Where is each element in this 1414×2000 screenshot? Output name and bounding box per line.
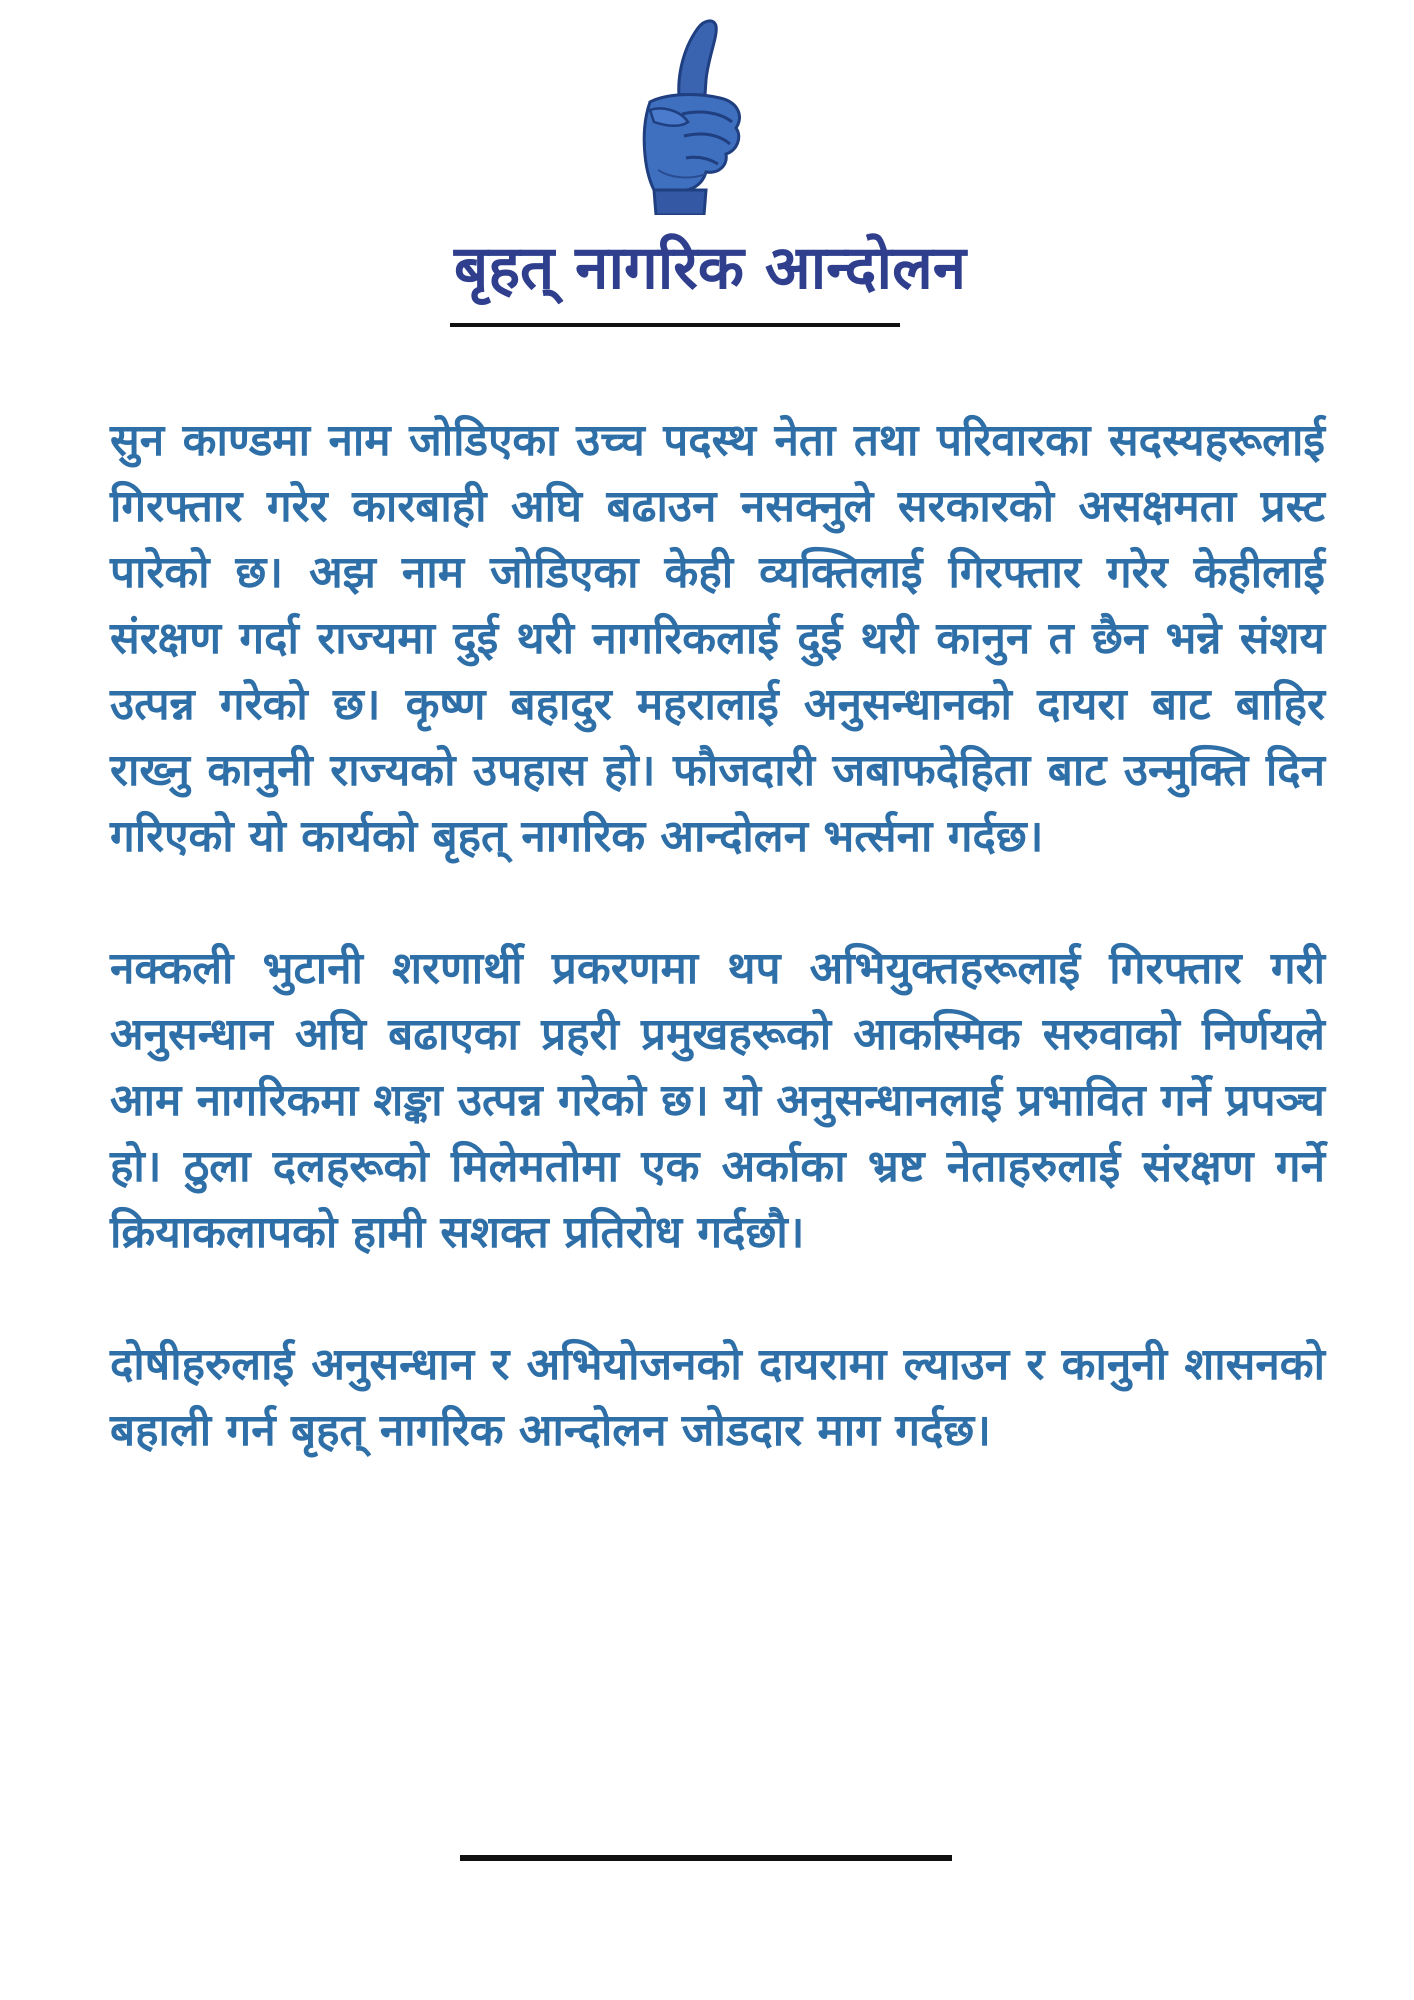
statement-paragraph-1: सुन काण्डमा नाम जोडिएका उच्च पदस्थ नेता तथा परिवारका सदस्यहरूलाई गिरफ्तार गरेर कारबाही अघि बढाउन नसक्नुले सरकारको असक्षमता प्रस्ट पारेको छ। अझ नाम जोडिएका केही व्यक्तिलाई गिरफ्तार गरेर केहीलाई संरक्षण गर्दा राज्यमा दुई थरी नागरिकलाई दुई थरी कानुन त छैन भन्ने संशय उत्पन्न गरेको छ। कृष्ण बहादुर महरालाई अनुसन्धानको दायरा बाट बाहिर राख्नु कानुनी राज्यको उपहास हो। फौजदारी जबाफदेहिता बाट उन्मुक्ति दिन गरिएको यो कार्यको बृहत् नागरिक आन्दोलन भर्त्सना गर्दछ। (110, 415, 1325, 862)
statement-paragraph-2: नक्कली भुटानी शरणार्थी प्रकरणमा थप अभियुक्तहरूलाई गिरफ्तार गरी अनुसन्धान अघि बढाएका प्रहरी प्रमुखहरूको आकस्मिक सरुवाको निर्णयले आम नागरिकमा शङ्का उत्पन्न गरेको छ। यो अनुसन्धानलाई प्रभावित गर्ने प्रपञ्च हो। ठुला दलहरूको मिलेमतोमा एक अर्काका भ्रष्ट नेताहरुलाई संरक्षण गर्ने क्रियाकलापको हामी सशक्त प्रतिरोध गर्दछौ। (110, 943, 1325, 1258)
title-underline-divider (450, 323, 900, 327)
organization-title: बृहत् नागरिक आन्दोलन (453, 233, 967, 303)
statement-body (110, 408, 1325, 1530)
bottom-divider (460, 1855, 952, 1861)
raised-index-finger-hand-icon (610, 10, 755, 215)
statement-paragraph-3: दोषीहरुलाई अनुसन्धान र अभियोजनको दायरामा ल्याउन र कानुनी शासनको बहाली गर्न बृहत् नागरिक आन्दोलन जोडदार माग गर्दछ। (110, 1339, 1325, 1456)
